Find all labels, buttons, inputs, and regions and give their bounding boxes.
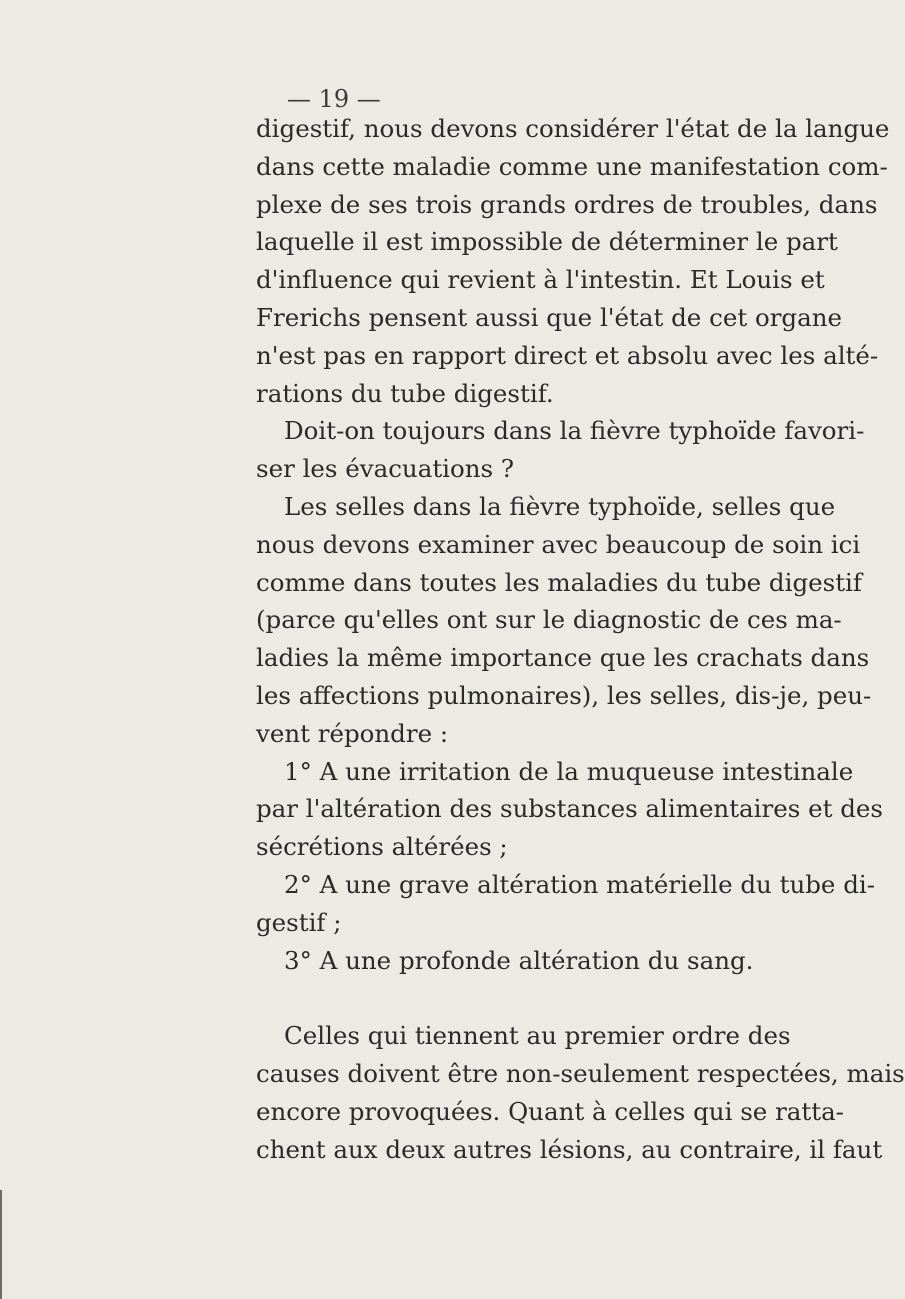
text-line: Les selles dans la fièvre typhoïde, selles que xyxy=(284,491,836,521)
text-line: vent répondre : xyxy=(256,718,449,748)
text-line: ser les évacuations ? xyxy=(256,454,515,484)
text-line: Doit-on toujours dans la fièvre typhoïde favori- xyxy=(284,416,865,446)
text-line: 2° A une grave altération matérielle du tube di- xyxy=(284,869,876,899)
paragraph-gap xyxy=(256,979,718,1017)
text-line: (parce qu'elles ont sur le diagnostic de ces ma- xyxy=(256,605,842,635)
text-line: ladies la même importance que les crachats dans xyxy=(256,643,870,673)
text-line: plexe de ses trois grands ordres de troubles, dans xyxy=(256,189,878,219)
text-line: n'est pas en rapport direct et absolu avec les alté- xyxy=(256,340,879,370)
text-line: Celles qui tiennent au premier ordre des xyxy=(284,1021,791,1051)
text-line: chent aux deux autres lésions, au contraire, il faut xyxy=(256,1134,883,1164)
text-line: comme dans toutes les maladies du tube digestif xyxy=(256,567,862,597)
text-line: encore provoquées. Quant à celles qui se ratta- xyxy=(256,1096,844,1126)
text-line: causes doivent être non-seulement respectées, mais xyxy=(256,1059,905,1089)
body-text xyxy=(256,110,905,1169)
text-line: sécrétions altérées ; xyxy=(256,832,508,862)
page-edge-mark xyxy=(0,1190,2,1299)
text-line: nous devons examiner avec beaucoup de soin ici xyxy=(256,529,861,559)
text-line: les affections pulmonaires), les selles, dis-je, peu- xyxy=(256,680,872,710)
text-line: laquelle il est impossible de déterminer le part xyxy=(256,227,838,257)
text-line: digestif, nous devons considérer l'état de la langue xyxy=(256,114,890,143)
text-line: d'influence qui revient à l'intestin. Et Louis et xyxy=(256,265,825,295)
text-line: 3° A une profonde altération du sang. xyxy=(284,945,754,975)
text-line: 1° A une irritation de la muqueuse intestinale xyxy=(284,756,854,786)
text-line: par l'altération des substances alimentaires et des xyxy=(256,794,883,824)
text-line: gestif ; xyxy=(256,907,342,937)
page-number: — 19 — xyxy=(287,85,381,113)
text-line: dans cette maladie comme une manifestation com- xyxy=(256,151,888,181)
text-line: rations du tube digestif. xyxy=(256,378,554,408)
text-line: Frerichs pensent aussi que l'état de cet organe xyxy=(256,302,842,332)
